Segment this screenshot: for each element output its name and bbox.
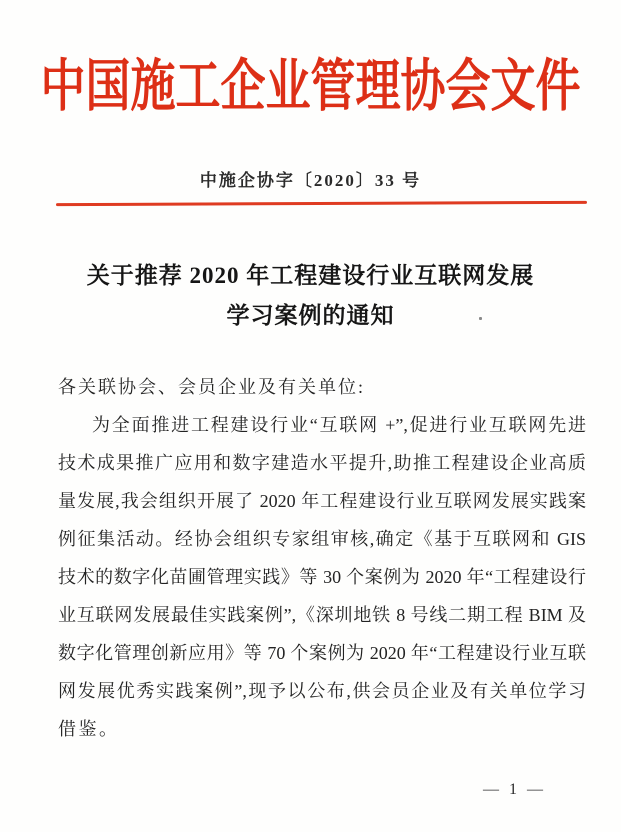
paragraph-line: 例征集活动。经协会组织专家组审核,确定《基于互联网和 GIS [58, 529, 586, 549]
paragraph-line: 借鉴。 [58, 719, 120, 739]
paragraph-line: 量发展,我会组织开展了 2020 年工程建设行业互联网发展实践案 [58, 491, 586, 511]
paragraph-line: 技术成果推广应用和数字建造水平提升,助推工程建设企业高质 [58, 453, 586, 473]
red-divider-rule [56, 201, 587, 206]
document-reference-number: 中施企协字〔2020〕33 号 [199, 171, 422, 190]
paragraph-line: 为全面推进工程建设行业“互联网 +”,促进行业互联网先进 [92, 415, 586, 435]
salutation-line: 各关联协会、会员企业及有关单位: [58, 377, 365, 397]
document-title [0, 256, 621, 336]
paragraph-line: 数字化管理创新应用》等 70 个案例为 2020 年“工程建设行业互联 [58, 643, 586, 663]
paragraph-line: 业互联网发展最佳实践案例”,《深圳地铁 8 号线二期工程 BIM 及 [58, 605, 586, 625]
paragraph-line: 网发展优秀实践案例”,现予以公布,供会员企业及有关单位学习 [58, 681, 586, 701]
scan-artifact-dot [479, 317, 482, 320]
paragraph-line: 技术的数字化苗圃管理实践》等 30 个案例为 2020 年“工程建设行 [58, 567, 586, 587]
paragraph [58, 406, 586, 748]
document-title-line-1: 关于推荐 2020 年工程建设行业互联网发展 [86, 263, 535, 288]
document-body [58, 368, 586, 748]
document-title-line-2: 学习案例的通知 [226, 303, 395, 328]
red-letterhead-title: 中国施工企业管理协会文件 [40, 55, 581, 118]
page-number: — 1 — [483, 781, 546, 798]
